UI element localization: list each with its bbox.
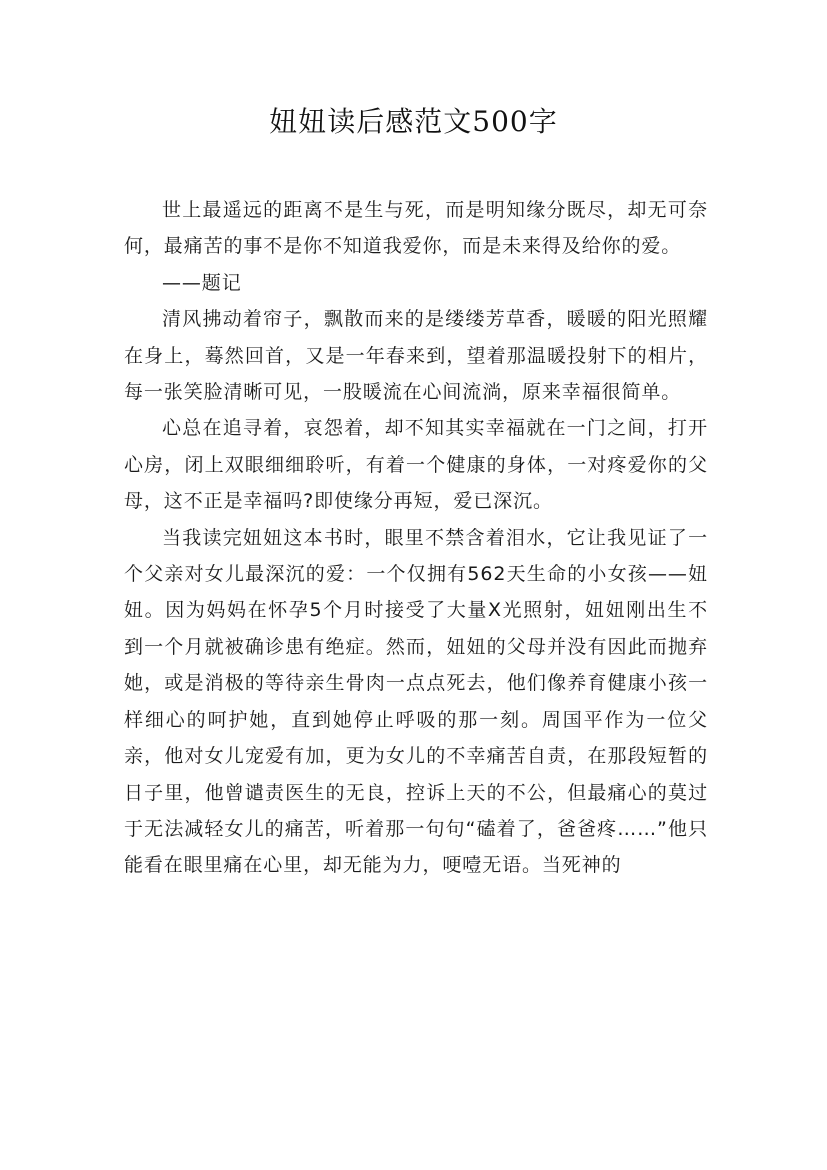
page-title: 妞妞读后感范文500字 xyxy=(269,105,558,138)
paragraph-book-reflection: 当我读完妞妞这本书时，眼里不禁含着泪水，它让我见证了一个父亲对女儿最深沉的爱：一个仅拥有562天生命的小女孩——妞妞。因为妈妈在怀孕5个月时接受了大量X光照射，妞妞刚出生不到一个月就被确诊患有绝症。然而，妞妞的父母并没有因此而抛弃她，或是消极的等待亲生骨肉一点点死去，他们像养育健康小孩一样细心的呵护她，直到她停止呼吸的那一刻。周国平作为一位父亲，他对女儿宠爱有加，更为女儿的不幸痛苦自责，在那段短暂的日子里，他曾谴责医生的无良，控诉上天的不公，但最痛心的莫过于无法减轻女儿的痛苦，听着那一句句“磕着了，爸爸疼……”他只能看在眼里痛在心里，却无能为力，哽噎无语。当死神的 xyxy=(124,526,708,877)
paragraph-epigraph-source: ——题记 xyxy=(162,271,242,294)
paragraph-epigraph: 世上最遥远的距离不是生与死，而是明知缘分既尽，却无可奈何，最痛苦的事不是你不知道我爱你，而是未来得及给你的爱。 xyxy=(124,199,708,258)
article-body xyxy=(124,192,708,884)
paragraph-happiness: 心总在追寻着，哀怨着，却不知其实幸福就在一门之间，打开心房，闭上双眼细细聆听，有着一个健康的身体，一对疼爱你的父母，这不正是幸福吗?即使缘分再短，爱已深沉。 xyxy=(124,417,708,513)
paragraph-breeze: 清风拂动着帘子，飘散而来的是缕缕芳草香，暖暖的阳光照耀在身上，蓦然回首，又是一年春来到，望着那温暖投射下的相片，每一张笑脸清晰可见，一股暖流在心间流淌，原来幸福很简单。 xyxy=(124,308,708,404)
